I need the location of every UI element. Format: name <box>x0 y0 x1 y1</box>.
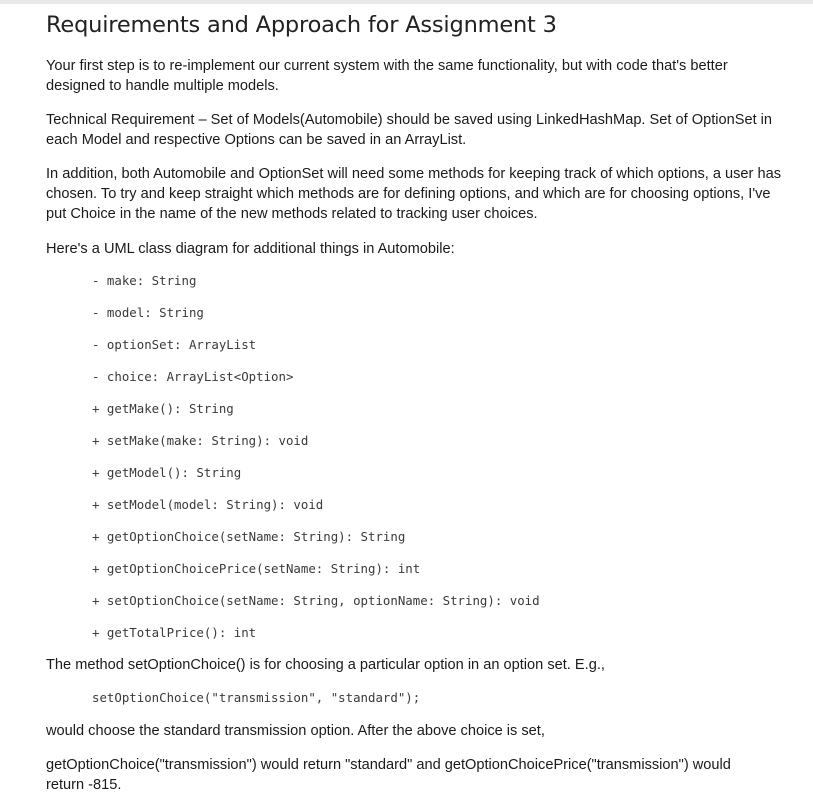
uml-member: + setMake(make: String): void <box>92 433 309 448</box>
uml-member-list <box>92 271 540 655</box>
intro-paragraph: Your first step is to re-implement our current system with the same functionality, but with code that's better designed to handle multiple models. <box>46 58 728 94</box>
page-title: Requirements and Approach for Assignment 3 <box>46 12 557 38</box>
document-page <box>46 10 786 793</box>
top-divider <box>0 0 813 4</box>
uml-member: + getMake(): String <box>92 401 234 416</box>
code-example: setOptionChoice("transmission", "standard"); <box>92 690 421 705</box>
set-option-choice-paragraph: The method setOptionChoice() is for choosing a particular option in an option set. E.g., <box>46 657 605 673</box>
uml-member: - optionSet: ArrayList <box>92 337 257 352</box>
uml-member: + getOptionChoicePrice(setName: String): int <box>92 561 421 576</box>
uml-intro-paragraph: Here's a UML class diagram for additional things in Automobile: <box>46 241 455 257</box>
uml-member: + setOptionChoice(setName: String, optionName: String): void <box>92 593 540 608</box>
result-paragraph: getOptionChoice("transmission") would return "standard" and getOptionChoicePrice("transmission") would return -815. <box>46 757 731 793</box>
would-choose-paragraph: would choose the standard transmission option. After the above choice is set, <box>46 723 545 739</box>
uml-member: + setModel(model: String): void <box>92 497 324 512</box>
uml-member: - model: String <box>92 305 204 320</box>
uml-member: + getModel(): String <box>92 465 242 480</box>
technical-requirement-paragraph: Technical Requirement – Set of Models(Automobile) should be saved using LinkedHashMap. Set of OptionSet in each Model and respective Options can be saved in an ArrayList. <box>46 112 773 148</box>
uml-member: - make: String <box>92 273 197 288</box>
uml-member: + getOptionChoice(setName: String): String <box>92 529 406 544</box>
uml-member: - choice: ArrayList<Option> <box>92 369 294 384</box>
addition-paragraph: In addition, both Automobile and OptionSet will need some methods for keeping track of which options, a user has chosen. To try and keep straight which methods are for defining options, and which are for choosing options, I've put Choice in the name of the new methods related to tracking user choices. <box>46 166 781 222</box>
uml-member: + getTotalPrice(): int <box>92 625 257 640</box>
